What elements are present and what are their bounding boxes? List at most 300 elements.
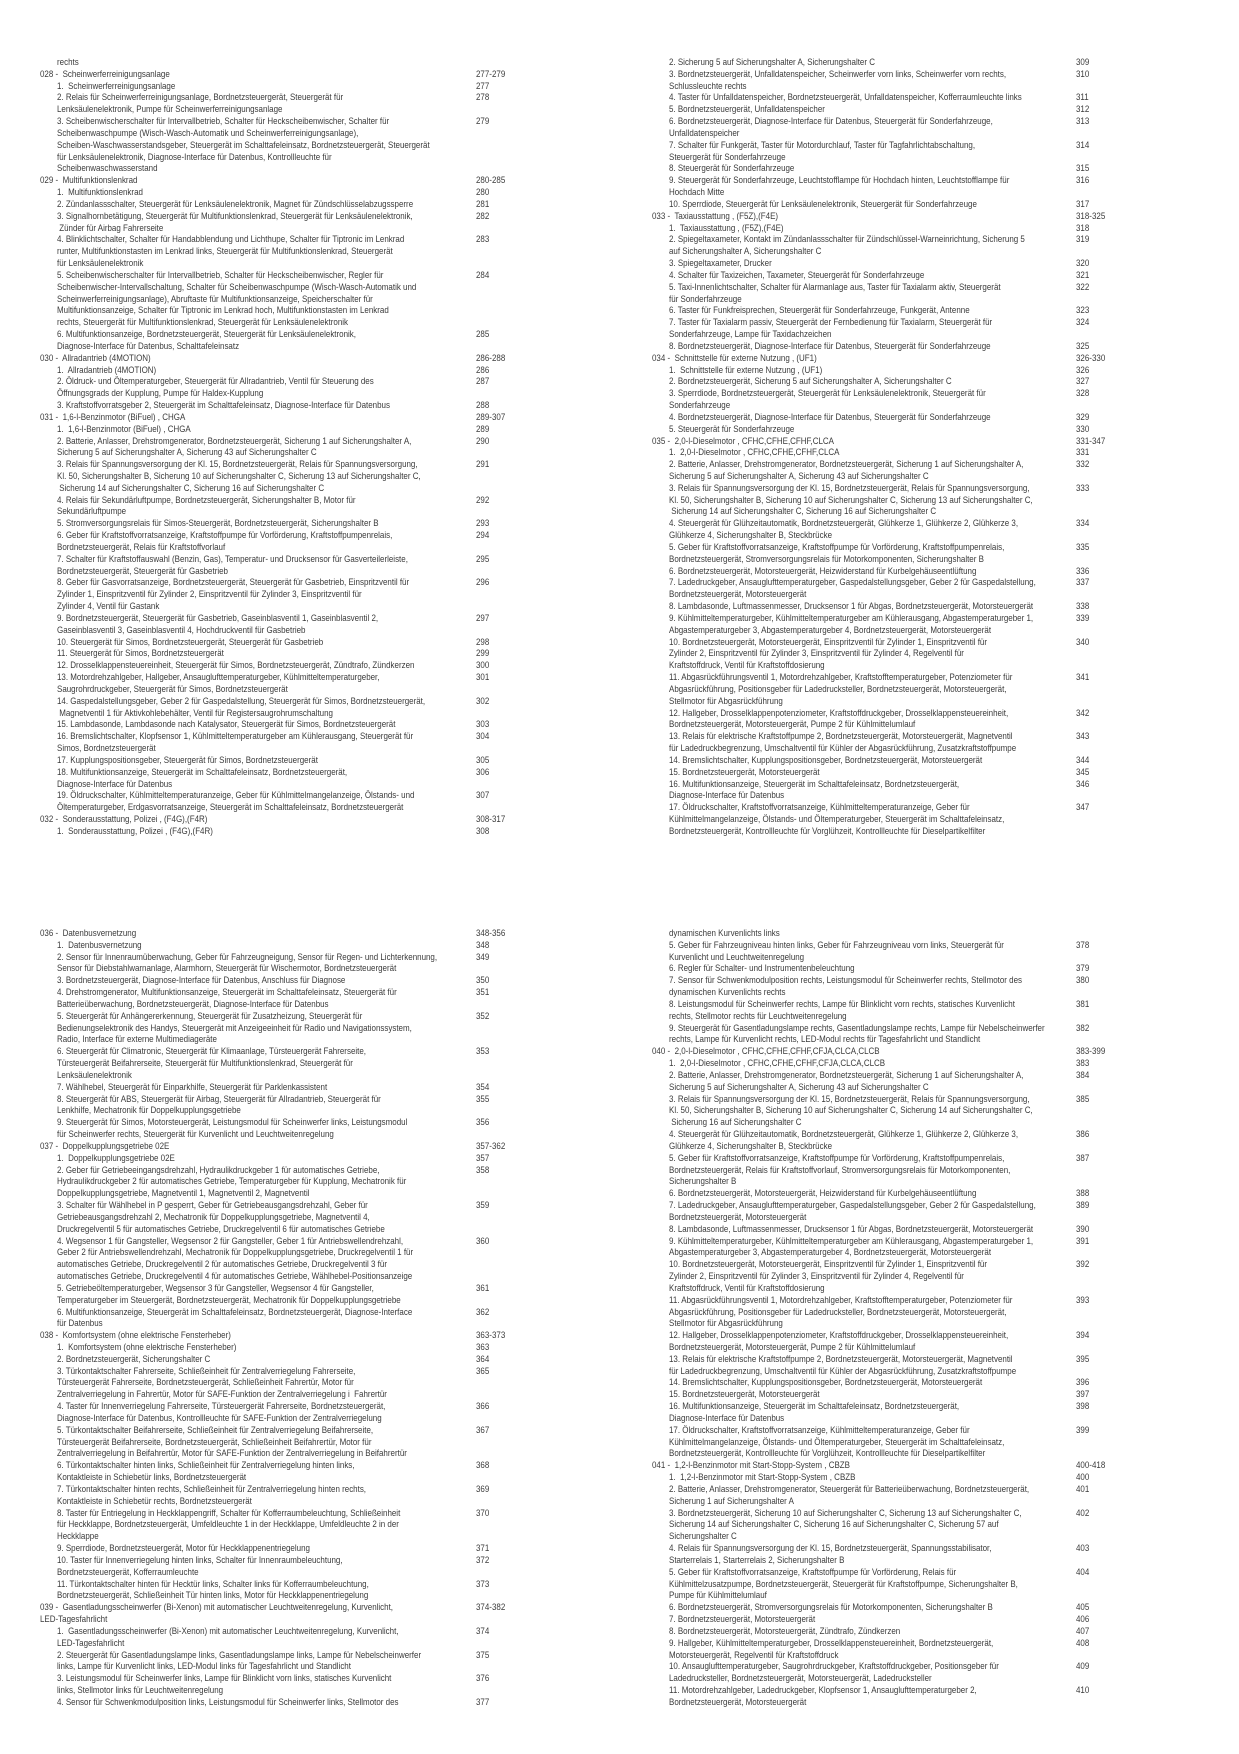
index-continuation-line (652, 399, 1172, 411)
line-text: Kraftstoffdruck, Ventil für Kraftstoffdosierung (669, 659, 825, 671)
line-text: Bordnetzsteuergerät, Kontrollleuchte für Vorglühzeit, Kontrollleuchte für Dieselpartikelfilter (669, 1447, 986, 1459)
index-continuation-line (652, 1554, 1172, 1566)
index-item-line (652, 600, 1172, 612)
line-text: Kl. 50, Sicherungshalter B, Sicherung 10 auf Sicherungshalter C, Sicherung 13 auf Sicherungshalter C, (669, 493, 1033, 505)
index-continuation-line (652, 825, 1172, 837)
page-number: 407 (1076, 1624, 1090, 1636)
line-text: 6. Bordnetzsteuergerät, Diagnose-Interface für Datenbus, Steuergerät für Sonderfahrzeuge, (669, 115, 993, 127)
index-item-line (40, 529, 560, 541)
page-number: 342 (1076, 706, 1090, 718)
page-number: 316 (1076, 174, 1090, 186)
page-number: 391 (1076, 1234, 1090, 1246)
line-text: 2. Batterie, Anlasser, Drehstromgenerator, Bordnetzsteuergerät, Sicherung 1 auf Sicherungshalter A, (669, 458, 1024, 470)
index-item-line (652, 962, 1172, 974)
line-text: 1. Scheinwerferreinigungsanlage (57, 79, 176, 91)
index-item-line (652, 304, 1172, 316)
index-continuation-line (652, 151, 1172, 163)
line-text: 1. 1,2-l-Benzinmotor mit Start-Stopp-System , CBZB (669, 1471, 856, 1483)
page-number: 346 (1076, 777, 1090, 789)
index-item-line (652, 139, 1172, 151)
line-text: 039 - Gasentladungsscheinwerfer (Bi-Xenon) mit automatischer Leuchtweitenregelung, Kurvenlicht, (40, 1601, 394, 1613)
index-item-line (40, 435, 560, 447)
page-number: 295 (476, 552, 490, 564)
index-item-line (652, 340, 1172, 352)
page-number: 279 (476, 115, 490, 127)
index-item-line (40, 951, 560, 963)
line-text: Getriebeausgangsdrehzahl 2, Mechatronik für Doppelkupplungsgetriebe, Magnetventil 4, (57, 1210, 370, 1222)
page-number: 294 (476, 529, 490, 541)
line-text: Sicherung 5 auf Sicherungshalter A, Sicherung 43 auf Sicherungshalter C (669, 1080, 929, 1092)
page-number: 325 (1076, 339, 1090, 351)
page-number: 331 (1076, 446, 1090, 458)
line-text: 16. Multifunktionsanzeige, Steuergerät im Schalttafeleinsatz, Bordnetzsteuergerät, (669, 777, 960, 789)
index-item-line (652, 801, 1172, 813)
index-continuation-line (40, 1057, 560, 1069)
line-text: 5. Türkontaktschalter Beifahrerseite, Schließeinheit für Zentralverriegelung Beifahrerseite, (57, 1423, 374, 1435)
index-continuation-line (652, 80, 1172, 92)
index-continuation-line (40, 962, 560, 974)
line-text: Bordnetzsteuergerät, Motorsteuergerät (669, 1695, 807, 1707)
index-item-line (40, 1045, 560, 1057)
index-item-line (652, 482, 1172, 494)
page-number: 386 (1076, 1128, 1090, 1140)
line-text: Sicherung 14 auf Sicherungshalter C, Sicherung 16 auf Sicherungshalter C (669, 505, 937, 517)
line-text: 5. Getriebeöltemperaturgeber, Wegsensor 3 für Gangsteller, Wegsensor 4 für Gangsteller, (57, 1281, 374, 1293)
line-text: 2. Batterie, Anlasser, Drehstromgenerator, Steuergerät für Batterieüberwachung, Bordnetzsteuergerät, (669, 1482, 1030, 1494)
line-text: 11. Türkontaktschalter hinten für Hecktür links, Schalter links für Kofferraumbeleuchtung, (57, 1577, 369, 1589)
line-text: Sonderfahrzeuge, Lampe für Taxidachzeichen (669, 328, 832, 340)
line-text: 035 - 2,0-l-Dieselmotor , CFHC,CFHE,CFHF,CLCA (652, 434, 834, 446)
line-text: Zentralverriegelung in Fahrertür, Motor für SAFE-Funktion der Zentralverriegelung i Fahrertür (57, 1388, 387, 1400)
line-text: 4. Wegsensor 1 für Gangsteller, Wegsensor 2 für Gangsteller, Geber 1 für Antriebswellendrehzahl, (57, 1234, 404, 1246)
line-text: 3. Relais für Spannungsversorgung der Kl. 15, Bordnetzsteuergerät, Relais für Spannungsversorgung, (669, 1092, 1030, 1104)
page-number: 404 (1076, 1565, 1090, 1577)
line-text: 2. Sensor für Innenraumüberwachung, Geber für Fahrzeugneigung, Sensor für Regen- und Lichterkennung, (57, 950, 438, 962)
index-continuation-line (652, 1518, 1172, 1530)
index-item-line (652, 233, 1172, 245)
index-continuation-line (40, 1022, 560, 1034)
index-continuation-line (40, 1033, 560, 1045)
index-item-line (40, 399, 560, 411)
index-item-line (652, 1258, 1172, 1270)
page-number: 283 (476, 233, 490, 245)
index-continuation-line (40, 1530, 560, 1542)
page-number: 381 (1076, 997, 1090, 1009)
page-number: 323 (1076, 304, 1090, 316)
index-continuation-line (40, 56, 560, 68)
index-item-line (652, 257, 1172, 269)
line-text: 5. Taxi-Innenlichtschalter, Schalter für Alarmanlage aus, Taster für Taxialarm aktiv, Steuergerät (669, 280, 1001, 292)
line-text: Zylinder 1, Einspritzventil für Zylinder 2, Einspritzventil für Zylinder 3, Einspritzventil für (57, 588, 362, 600)
line-text: Kühlmittelzusatzpumpe, Bordnetzsteuergerät, Steuergerät für Kraftstoffpumpe, Sicherungshalter B, (669, 1577, 1018, 1589)
line-text: Hydraulikdruckgeber 2 für automatisches Getriebe, Temperaturgeber für Kupplung, Mechatronik für (57, 1175, 407, 1187)
section-header-line (40, 352, 560, 364)
index-item-line (40, 766, 560, 778)
line-text: für Heckklappe, Bordnetzsteuergerät, Umfeldleuchte 1 in der Heckklappe, Umfeldleuchte 2 in der (57, 1518, 399, 1530)
section-header-continuation-line (40, 1613, 560, 1625)
line-text: 2. Bordnetzsteuergerät, Sicherungshalter C (57, 1352, 211, 1364)
index-continuation-line (652, 1104, 1172, 1116)
index-item-line (40, 80, 560, 92)
line-text: Glühkerze 4, Sicherungshalter B, Steckbrücke (669, 529, 833, 541)
line-text: 2. Batterie, Anlasser, Drehstromgenerator, Bordnetzsteuergerät, Sicherung 1 auf Sicherungshalter A, (57, 434, 412, 446)
page-number: 284 (476, 268, 490, 280)
page-number: 285 (476, 328, 490, 340)
index-continuation-line (652, 1672, 1172, 1684)
line-text: Sekundärluftpumpe (57, 505, 127, 517)
index-item-line (652, 1093, 1172, 1105)
index-continuation-line (652, 1436, 1172, 1448)
page-number: 382 (1076, 1021, 1090, 1033)
index-continuation-line (40, 103, 560, 115)
index-item-line (652, 671, 1172, 683)
page-number: 298 (476, 635, 490, 647)
page-number: 286-288 (476, 351, 506, 363)
index-continuation-line (652, 1365, 1172, 1377)
index-continuation-line (652, 1589, 1172, 1601)
index-continuation-line (652, 1081, 1172, 1093)
line-text: 1. Komfortsystem (ohne elektrische Fensterheber) (57, 1340, 237, 1352)
page-number: 299 (476, 647, 490, 659)
line-text: 3. Bordnetzsteuergerät, Diagnose-Interface für Datenbus, Anschluss für Diagnose (57, 974, 346, 986)
index-continuation-line (40, 281, 560, 293)
index-item-line (40, 1341, 560, 1353)
section-header-line (40, 1140, 560, 1152)
index-item-line (40, 364, 560, 376)
index-continuation-line (40, 162, 560, 174)
index-item-line (40, 423, 560, 435)
line-text: 10. Sperrdiode, Steuergerät für Lenksäulenelektronik, Steuergerät für Sonderfahrzeuge (669, 197, 977, 209)
index-continuation-line (652, 1578, 1172, 1590)
line-text: 6. Geber für Kraftstoffvorratsanzeige, Kraftstoffpumpe für Vorförderung, Kraftstoffpumpenrelais, (57, 529, 393, 541)
index-item-line (652, 1637, 1172, 1649)
index-item-line (652, 1187, 1172, 1199)
page-number: 344 (1076, 753, 1090, 765)
page-number: 370 (476, 1506, 490, 1518)
line-text: Unfalldatenspeicher (669, 126, 740, 138)
line-text: 3. Kraftstoffvorratsgeber 2, Steuergerät im Schalttafeleinsatz, Diagnose-Interface für Datenbus (57, 399, 390, 411)
index-item-line (40, 986, 560, 998)
page-number: 371 (476, 1542, 490, 1554)
line-text: Gaseinblasventil 3, Gaseinblasventil 4, Hochdruckventil für Gasbetrieb (57, 623, 306, 635)
section-header-line (40, 1601, 560, 1613)
line-text: Zylinder 2, Einspritzventil für Zylinder 3, Einspritzventil für Zylinder 4, Regelventil für (669, 647, 964, 659)
index-continuation-line (652, 742, 1172, 754)
index-continuation-line (652, 927, 1172, 939)
page-number: 297 (476, 611, 490, 623)
index-item-line (40, 718, 560, 730)
line-text: Abgastemperaturgeber 3, Abgastemperaturgeber 4, Bordnetzsteuergerät, Motorsteuergerät (669, 623, 992, 635)
line-text: 029 - Multifunktionslenkrad (40, 174, 138, 186)
line-text: 4. Steuergerät für Glühzeitautomatik, Bordnetzsteuergerät, Glühkerze 1, Glühkerze 2, Glühkerze 3, (669, 1128, 1019, 1140)
line-text: Radio, Interface für externe Multimediageräte (57, 1033, 217, 1045)
line-text: Scheibenwaschpumpe (Wisch-Wasch-Automatik und Scheinwerferreinigungsanlage), (57, 126, 359, 138)
index-item-line (652, 1353, 1172, 1365)
line-text: 5. Geber für Kraftstoffvorratsanzeige, Kraftstoffpumpe für Vorförderung, Relais für (669, 1565, 957, 1577)
line-text: 041 - 1,2-l-Benzinmotor mit Start-Stopp-System , CBZB (652, 1459, 850, 1471)
index-continuation-line (40, 1223, 560, 1235)
index-column-left (40, 56, 560, 837)
line-text: Sicherung 16 auf Sicherungshalter C (669, 1116, 802, 1128)
line-text: Abgasrückführung, Positionsgeber für Ladedrucksteller, Bordnetzsteuergerät, Motorsteuergerät, (669, 682, 1007, 694)
page-number: 372 (476, 1553, 490, 1565)
page-number: 308-317 (476, 813, 506, 824)
page-number: 377 (476, 1695, 490, 1707)
index-continuation-line (40, 801, 560, 813)
index-continuation-line (40, 541, 560, 553)
line-text: Ladedrucksteller, Bordnetzsteuergerät, Motorsteuergerät, Ladedrucksteller (669, 1672, 932, 1684)
line-text: 031 - 1,6-l-Benzinmotor (BiFuel) , CHGA (40, 410, 186, 422)
page-number: 401 (1076, 1482, 1090, 1494)
index-continuation-line (40, 340, 560, 352)
page-number: 292 (476, 493, 490, 505)
line-text: 9. Steuergerät für Gasentladungslampe rechts, Gasentladungslampe rechts, Lampe für Nebelscheinwerfer (669, 1021, 1045, 1033)
page-number: 318-325 (1076, 209, 1106, 221)
line-text: Kontaktleiste in Schiebetür rechts, Bordnetzsteuergerät (57, 1494, 252, 1506)
line-text: Sonderfahrzeuge (669, 399, 731, 411)
line-text: 2. Zündanlassschalter, Steuergerät für Lenksäulenelektronik, Magnet für Zündschlüsselabzugssperre (57, 197, 414, 209)
page-number: 366 (476, 1400, 490, 1412)
line-text: Sicherungshalter B (669, 1175, 737, 1187)
line-text: für Lenksäulenelektronik, Diagnose-Interface für Datenbus, Kontrollleuchte für (57, 150, 332, 162)
index-item-line (40, 1507, 560, 1519)
page-number: 355 (476, 1092, 490, 1104)
line-text: 036 - Datenbusvernetzung (40, 927, 137, 938)
index-continuation-line (40, 1388, 560, 1400)
index-item-line (40, 553, 560, 565)
line-text: Heckklappe (57, 1530, 99, 1542)
index-continuation-line (40, 1589, 560, 1601)
index-continuation-line (40, 707, 560, 719)
line-text: 8. Lambdasonde, Luftmassenmesser, Drucksensor 1 für Abgas, Bordnetzsteuergerät, Motorsteuergerät (669, 600, 1034, 612)
index-item-line (652, 446, 1172, 458)
line-text: Bordnetzsteuergerät, Motorsteuergerät, Pumpe 2 für Kühlmittelumlauf (669, 718, 916, 730)
line-text: 3. Relais für Spannungsversorgung der Kl. 15, Bordnetzsteuergerät, Relais für Spannungsversorgung, (57, 458, 418, 470)
index-continuation-line (652, 1282, 1172, 1294)
index-item-line (652, 1329, 1172, 1341)
index-item-line (652, 1660, 1172, 1672)
index-item-line (652, 1507, 1172, 1519)
line-text: 4. Sensor für Schwenkmodulposition links, Leistungsmodul für Scheinwerfer links, Stellmotor des (57, 1695, 399, 1707)
index-item-line (652, 281, 1172, 293)
index-continuation-line (40, 316, 560, 328)
line-text: für Ladedruckbegrenzung, Umschaltventil für Kühler der Abgasrückführung, Zusatzkraftstoffpumpe (669, 1364, 1017, 1376)
index-continuation-line (40, 1471, 560, 1483)
index-item-line (652, 458, 1172, 470)
line-text: 1. Doppelkupplungsgetriebe 02E (57, 1151, 175, 1163)
line-text: Lenksäulenelektronik (57, 1068, 132, 1080)
index-item-line (40, 210, 560, 222)
index-continuation-line (40, 1211, 560, 1223)
page-number: 333 (1076, 481, 1090, 493)
line-text: Bordnetzsteuergerät, Motorsteuergerät (669, 588, 807, 600)
index-column-left (40, 927, 560, 1708)
line-text: 1. Schnittstelle für externe Nutzung , (UF1) (669, 363, 823, 375)
line-text: 7. Schalter für Funkgerät, Taster für Motordurchlauf, Taster für Tagfahrlichtabschaltung, (669, 138, 976, 150)
line-text: automatisches Getriebe, Druckregelventil 2 für automatisches Getriebe, Druckregelventil 3 für (57, 1258, 387, 1270)
line-text: 6. Bordnetzsteuergerät, Motorsteuergerät, Heizwiderstand für Kurbelgehäuseentlüftung (669, 564, 977, 576)
page-number: 293 (476, 517, 490, 529)
index-item-line (652, 1388, 1172, 1400)
line-text: 5. Steuergerät für Anhängererkennung, Steuergerät für Zusatzheizung, Steuergerät für (57, 1009, 363, 1021)
line-text: Diagnose-Interface für Datenbus, Kontrollleuchte für SAFE-Funktion der Zentralverriegelung (57, 1411, 382, 1423)
index-continuation-line (652, 1116, 1172, 1128)
page-number: 326 (1076, 363, 1090, 375)
index-item-line (652, 576, 1172, 588)
index-item-line (652, 1069, 1172, 1081)
line-text: Kurvenlicht und Leuchtweitenregelung (669, 950, 805, 962)
index-item-line (652, 1235, 1172, 1247)
index-item-line (652, 198, 1172, 210)
index-item-line (652, 1625, 1172, 1637)
line-text: Druckregelventil 5 für automatisches Getriebe, Druckregelventil 6 für automatisches Getriebe (57, 1222, 385, 1234)
index-item-line (652, 1400, 1172, 1412)
page-number: 361 (476, 1281, 490, 1293)
index-continuation-line (40, 1447, 560, 1459)
index-item-line (652, 375, 1172, 387)
index-item-line (40, 1116, 560, 1128)
line-text: 6. Steuergerät für Climatronic, Steuergerät für Klimaanlage, Türsteuergerät Fahrerseite, (57, 1045, 367, 1057)
page-number: 379 (1076, 962, 1090, 974)
page-number: 296 (476, 576, 490, 588)
page-number: 384 (1076, 1068, 1090, 1080)
index-continuation-line (40, 1566, 560, 1578)
page-number: 322 (1076, 280, 1090, 292)
page-number: 409 (1076, 1660, 1090, 1672)
line-text: 7. Taster für Taxialarm passiv, Steuergerät der Fernbedienung für Taxialarm, Steuergerät für (669, 316, 993, 328)
index-item-line (40, 494, 560, 506)
line-text: 4. Taster für Innenverriegelung Fahrerseite, Türsteuergerät Fahrerseite, Bordnetzsteuergerät, (57, 1400, 386, 1412)
page-number: 364 (476, 1352, 490, 1364)
line-text: 3. Schalter für Wählhebel in P gesperrt, Geber für Getriebeausgangsdrehzahl, Geber für (57, 1199, 368, 1211)
page-number: 290 (476, 434, 490, 446)
page-number: 300 (476, 659, 490, 671)
page-number: 280-285 (476, 174, 506, 186)
index-continuation-line (652, 1033, 1172, 1045)
index-continuation-line (652, 494, 1172, 506)
index-continuation-line (40, 304, 560, 316)
index-continuation-line (652, 1246, 1172, 1258)
line-text: 2. Steuergerät für Gasentladungslampe links, Gasentladungslampe links, Lampe für Nebelscheinwerfer (57, 1648, 422, 1660)
page-number: 397 (1076, 1388, 1090, 1400)
page-number: 305 (476, 753, 490, 765)
index-item-line (652, 707, 1172, 719)
line-text: 9. Bordnetzsteuergerät, Steuergerät für Gasbetrieb, Gaseinblasventil 1, Gaseinblasventil 2, (57, 611, 379, 623)
index-item-line (652, 612, 1172, 624)
page-number: 301 (476, 671, 490, 683)
line-text: 16. Bremslichtschalter, Klopfsensor 1, Kühlmitteltemperaturgeber am Kühlerausgang, Steuergerät für (57, 730, 414, 742)
line-text: Sicherung 5 auf Sicherungshalter A, Sicherung 43 auf Sicherungshalter C (669, 469, 929, 481)
page-number: 403 (1076, 1542, 1090, 1554)
line-text: 8. Geber für Gasvorratsanzeige, Bordnetzsteuergerät, Steuergerät für Gasbetrieb, Einspritzventil für (57, 576, 410, 588)
index-continuation-line (652, 718, 1172, 730)
line-text: 1. Taxiausstattung , (F5Z),(F4E) (669, 221, 784, 233)
line-text: Öltemperaturgeber, Erdgasvorratsanzeige, Steuergerät im Schalttafeleinsatz, Bordnetzsteuergerät (57, 801, 404, 813)
line-text: Sicherung 1 auf Sicherungshalter A (669, 1494, 794, 1506)
page-number: 335 (1076, 540, 1090, 552)
index-item-line (40, 1625, 560, 1637)
index-item-line (40, 789, 560, 801)
index-continuation-line (40, 1187, 560, 1199)
page-number: 380 (1076, 974, 1090, 986)
index-item-line (40, 1554, 560, 1566)
line-text: 4. Schalter für Taxizeichen, Taxameter, Steuergerät für Sonderfahrzeuge (669, 268, 925, 280)
index-continuation-line (40, 139, 560, 151)
page-number: 395 (1076, 1352, 1090, 1364)
index-item-line (40, 1093, 560, 1105)
line-text: 11. Abgasrückführungsventil 1, Motordrehzahlgeber, Kraftstofftemperaturgeber, Potenziometer für (669, 671, 1013, 683)
index-continuation-line (40, 565, 560, 577)
line-text: Steuergerät für Sonderfahrzeuge (669, 150, 786, 162)
index-item-line (40, 825, 560, 837)
line-text: 2. Batterie, Anlasser, Drehstromgenerator, Bordnetzsteuergerät, Sicherung 1 auf Sicherungshalter A, (669, 1068, 1024, 1080)
index-continuation-line (652, 186, 1172, 198)
section-header-line (40, 813, 560, 825)
line-text: Bordnetzsteuergerät, Motorsteuergerät, Pumpe 2 für Kühlmittelumlauf (669, 1340, 916, 1352)
page-number: 313 (1076, 115, 1090, 127)
index-continuation-line (652, 624, 1172, 636)
line-text: 8. Steuergerät für ABS, Steuergerät für Airbag, Steuergerät für Allradantrieb, Steuergerät für (57, 1092, 381, 1104)
line-text: 2. Geber für Getriebeeingangsdrehzahl, Hydraulikdruckgeber 1 für automatisches Getriebe, (57, 1163, 380, 1175)
line-text: automatisches Getriebe, Druckregelventil 4 für automatisches Getriebe, Wählhebel-Positionsanzeige (57, 1270, 413, 1282)
line-text: 14. Bremslichtschalter, Kupplungspositionsgeber, Bordnetzsteuergerät, Motorsteuergerät (669, 753, 983, 765)
page-number: 400-418 (1076, 1459, 1106, 1471)
index-item-line (652, 998, 1172, 1010)
index-continuation-line (40, 1128, 560, 1140)
page-number: 306 (476, 765, 490, 777)
index-continuation-line (652, 328, 1172, 340)
index-continuation-line (40, 1175, 560, 1187)
index-item-line (40, 754, 560, 766)
line-text: 15. Bordnetzsteuergerät, Motorsteuergerät (669, 765, 820, 777)
index-item-line (40, 1578, 560, 1590)
line-text: rechts, Stellmotor rechts für Leuchtweitenregelung (669, 1009, 847, 1021)
index-continuation-line (40, 1069, 560, 1081)
line-text: Stellmotor für Abgasrückführung (669, 694, 783, 706)
index-item-line (652, 1684, 1172, 1696)
page-number: 389 (1076, 1199, 1090, 1211)
line-text: 8. Bordnetzsteuergerät, Diagnose-Interface für Datenbus, Steuergerät für Sonderfahrzeuge (669, 339, 991, 351)
line-text: 15. Bordnetzsteuergerät, Motorsteuergerät (669, 1388, 820, 1400)
index-continuation-line (652, 1696, 1172, 1708)
page-number: 303 (476, 718, 490, 730)
index-continuation-line (40, 1436, 560, 1448)
page-number: 392 (1076, 1258, 1090, 1270)
line-text: Schlussleuchte rechts (669, 79, 747, 91)
index-item-line (652, 778, 1172, 790)
page-number: 388 (1076, 1187, 1090, 1199)
index-item-line (652, 162, 1172, 174)
line-text: Temperaturgeber im Steuergerät, Bordnetzsteuergerät, Mechatronik für Doppelkupplungsgetriebe (57, 1293, 401, 1305)
page-number: 357 (476, 1151, 490, 1163)
line-text: 4. Drehstromgenerator, Multifunktionsanzeige, Steuergerät im Schalttafeleinsatz, Steuergerät für (57, 986, 397, 998)
line-text: Sicherung 5 auf Sicherungshalter A, Sicherung 43 auf Sicherungshalter C (57, 446, 317, 458)
line-text: für Datenbus (57, 1317, 103, 1329)
line-text: 030 - Allradantrieb (4MOTION) (40, 351, 151, 363)
index-item-line (40, 1081, 560, 1093)
line-text: Zylinder 2, Einspritzventil für Zylinder 3, Einspritzventil für Zylinder 4, Regelventil für (669, 1270, 964, 1282)
page-number: 314 (1076, 138, 1090, 150)
page-number: 277 (476, 79, 490, 91)
page-number: 310 (1076, 67, 1090, 79)
page-number: 277-279 (476, 67, 506, 79)
index-continuation-line (40, 1637, 560, 1649)
page-number: 288 (476, 399, 490, 411)
index-continuation-line (40, 1317, 560, 1329)
index-continuation-line (652, 1412, 1172, 1424)
index-item-line (40, 647, 560, 659)
index-item-line (40, 730, 560, 742)
